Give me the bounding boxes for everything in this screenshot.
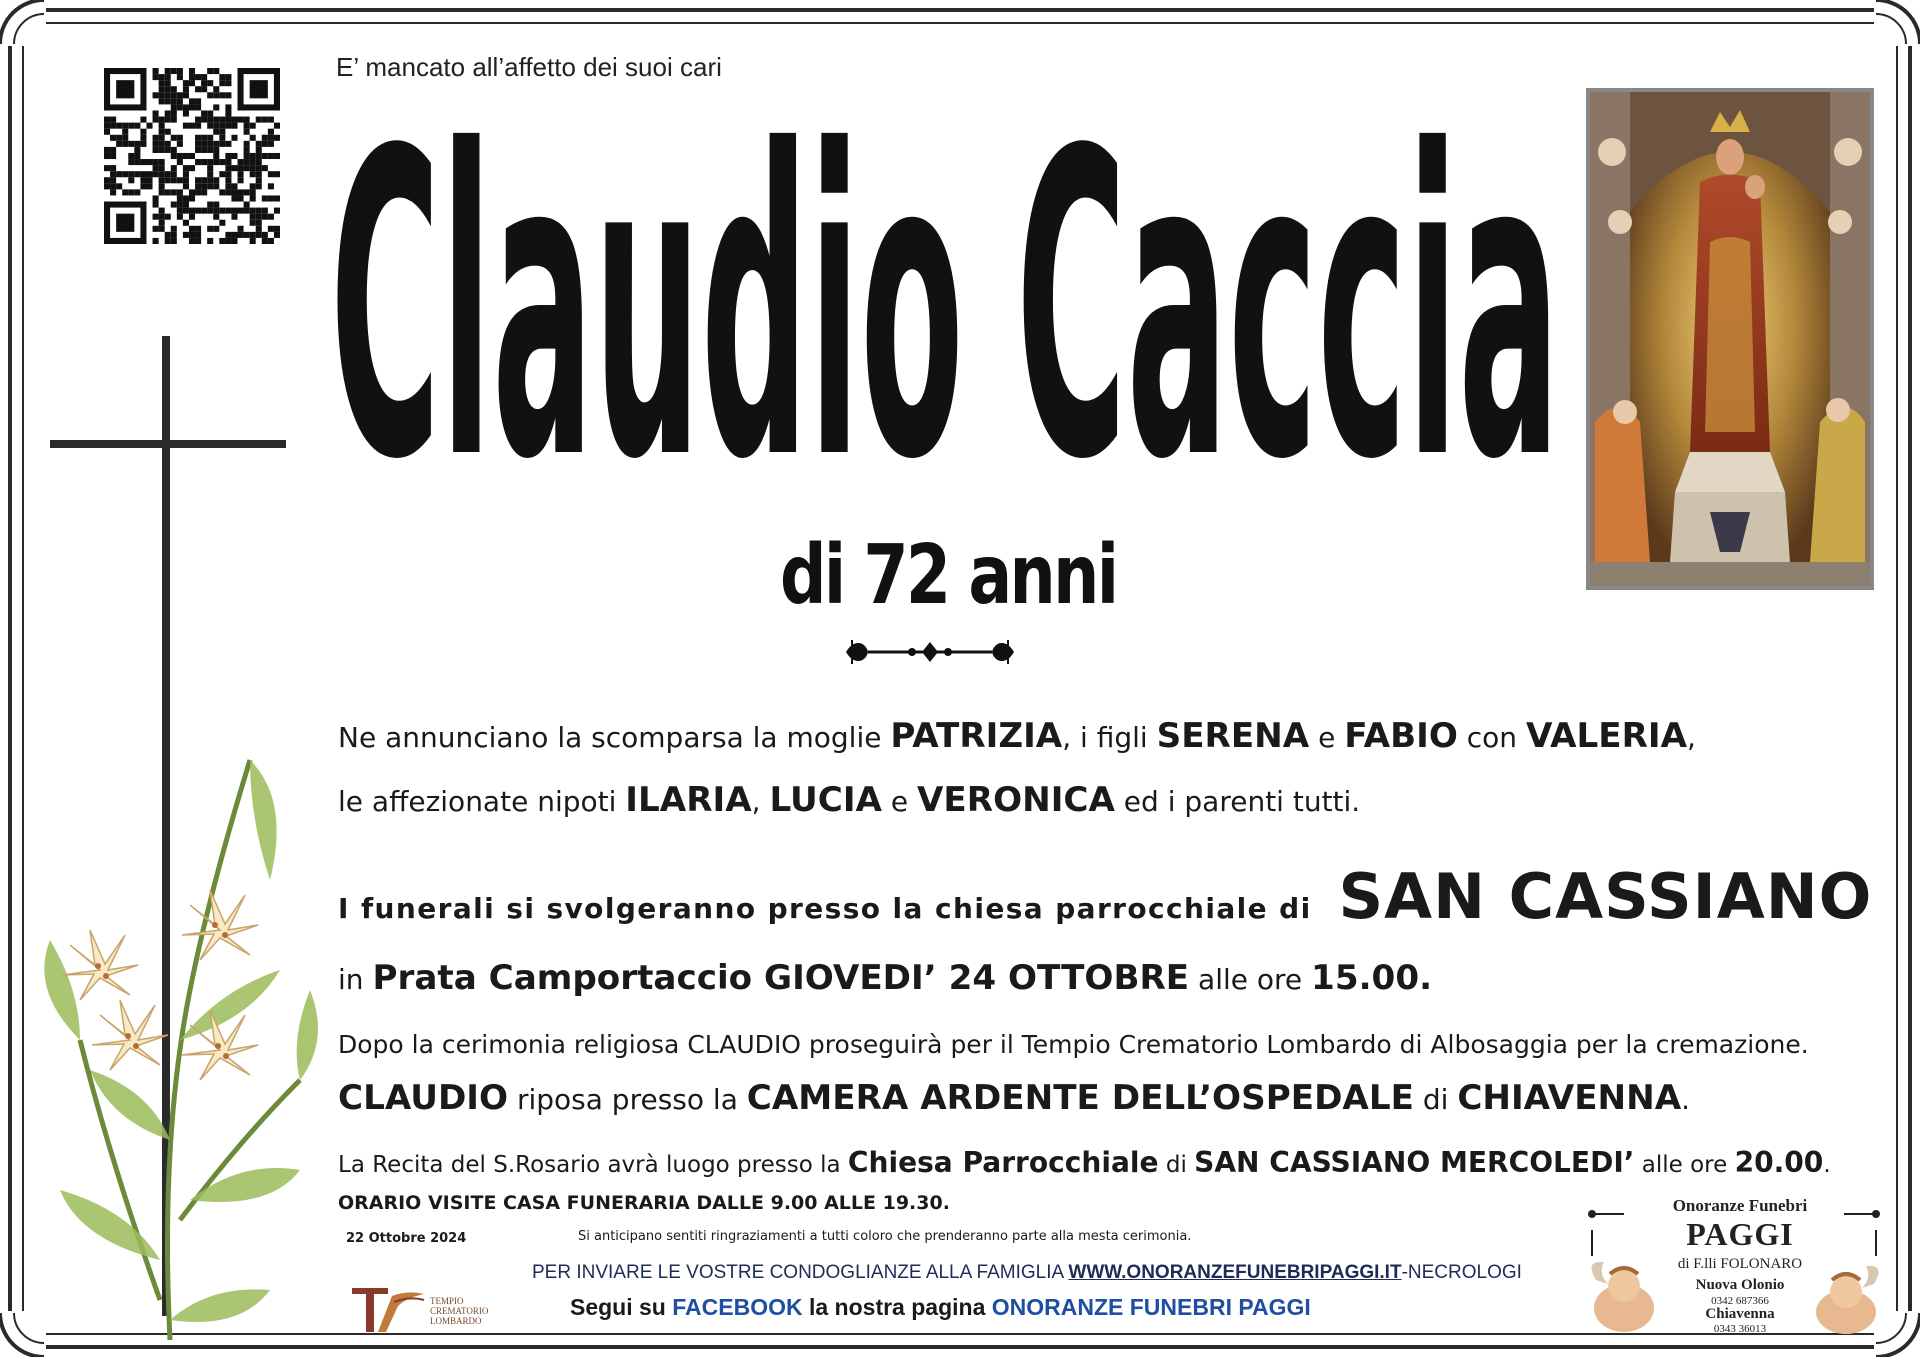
deceased-name <box>330 112 1560 512</box>
text-segment: e <box>1309 721 1345 754</box>
facebook-text-c: la nostra pagina <box>802 1294 992 1320</box>
paggi-phone-2: 0343 36013 <box>1713 1323 1767 1335</box>
qr-code[interactable] <box>104 68 280 244</box>
corner-ornament <box>1874 0 1920 46</box>
bold-segment: Prata Camportaccio GIOVEDI’ 24 OTTOBRE <box>372 958 1190 998</box>
text-segment: ed i parenti tutti. <box>1114 785 1361 818</box>
bold-segment: FABIO <box>1344 716 1458 756</box>
cremation-line: Dopo la cerimonia religiosa CLAUDIO proseguirà per il Tempio Crematorio Lombardo di Albosaggia per la cremazione. <box>338 1030 1809 1059</box>
facebook-page-link[interactable]: ONORANZE FUNEBRI PAGGI <box>991 1294 1311 1320</box>
announcement-line-2 <box>338 780 1360 820</box>
announcement-line-1 <box>338 716 1696 756</box>
text-segment: alle ore <box>1189 963 1312 996</box>
bold-segment: SERENA <box>1156 716 1310 756</box>
text-segment: La Recita del S.Rosario avrà luogo presso la <box>338 1152 848 1178</box>
text-segment: di <box>1158 1152 1195 1178</box>
ornament-divider <box>840 632 1020 672</box>
text-segment: di <box>1413 1083 1458 1116</box>
text-segment: e <box>881 785 917 818</box>
text-segment: alle ore <box>1634 1152 1735 1178</box>
visiting-hours-line: ORARIO VISITE CASA FUNERARIA DALLE 9.00 ALLE 19.30. <box>338 1192 950 1214</box>
funeral-date-line <box>338 958 1432 998</box>
funeral-text: I funerali si svolgeranno presso la chiesa parrocchiale di <box>338 892 1312 925</box>
paggi-line-3: di F.lli FOLONARO <box>1677 1256 1803 1272</box>
bold-segment: VERONICA <box>917 780 1115 820</box>
paggi-line-4: Nuova Olonio <box>1695 1277 1785 1293</box>
condolences-line <box>532 1262 1522 1284</box>
facebook-line <box>570 1294 1311 1321</box>
condolences-link[interactable]: WWW.ONORANZEFUNEBRIPAGGI.IT <box>1068 1262 1402 1283</box>
lily-flowers-illustration <box>20 740 330 1340</box>
age-text: di 72 anni <box>780 528 1117 623</box>
text-segment: , <box>1687 721 1696 754</box>
text-segment: riposa presso la <box>508 1083 747 1116</box>
corner-ornament <box>0 0 46 46</box>
bold-segment: Chiesa Parrocchiale <box>847 1146 1159 1179</box>
paggi-phone-1: 0342 687366 <box>1711 1295 1769 1307</box>
svg-text:Claudio Caccia: Claudio Caccia <box>330 112 1560 512</box>
facebook-text-a: Segui su <box>570 1294 673 1320</box>
text-segment: . <box>1681 1083 1691 1116</box>
publication-date: 22 Ottobre 2024 <box>346 1231 467 1246</box>
thanks-note: Si anticipano sentiti ringraziamenti a tutti coloro che prenderanno parte alla mesta cerimonia. <box>578 1229 1192 1244</box>
text-segment: , i figli <box>1062 721 1157 754</box>
chapel-line <box>338 1078 1690 1118</box>
bold-segment: 20.00 <box>1734 1146 1824 1179</box>
intro-text: E’ mancato all’affetto dei suoi cari <box>336 52 722 82</box>
paggi-line-6: Chiavenna <box>1705 1306 1775 1322</box>
paggi-line-1: Onoranze Funebri <box>1672 1196 1808 1215</box>
bold-segment: ILARIA <box>625 780 752 820</box>
rosary-line <box>338 1146 1831 1179</box>
condolences-text: PER INVIARE LE VOSTRE CONDOGLIANZE ALLA FAMIGLIA <box>532 1262 1069 1283</box>
text-segment: in <box>338 963 373 996</box>
bold-segment: CLAUDIO <box>338 1078 509 1118</box>
church-name: SAN CASSIANO <box>1338 860 1873 933</box>
madonna-image <box>1586 88 1874 590</box>
text-segment: le affezionate nipoti <box>338 785 626 818</box>
text-segment: . <box>1823 1152 1831 1178</box>
tempio-crematorio-wordmark: TEMPIO CREMATORIO LOMBARDO <box>430 1296 489 1326</box>
bold-segment: LUCIA <box>769 780 882 820</box>
bold-segment: VALERIA <box>1525 716 1688 756</box>
text-segment: con <box>1457 721 1526 754</box>
funeral-location-line <box>338 860 1872 933</box>
bold-segment: 15.00. <box>1311 958 1433 998</box>
text-segment: Ne annunciano la scomparsa la moglie <box>338 721 891 754</box>
bold-segment: SAN CASSIANO MERCOLEDI’ <box>1194 1146 1635 1179</box>
bold-segment: PATRIZIA <box>890 716 1063 756</box>
condolences-suffix: -NECROLOGI <box>1401 1262 1522 1283</box>
facebook-link[interactable]: FACEBOOK <box>672 1294 803 1320</box>
paggi-name: PAGGI <box>1686 1216 1794 1252</box>
text-segment: , <box>751 785 770 818</box>
bold-segment: CHIAVENNA <box>1457 1078 1682 1118</box>
bold-segment: CAMERA ARDENTE DELL’OSPEDALE <box>746 1078 1414 1118</box>
